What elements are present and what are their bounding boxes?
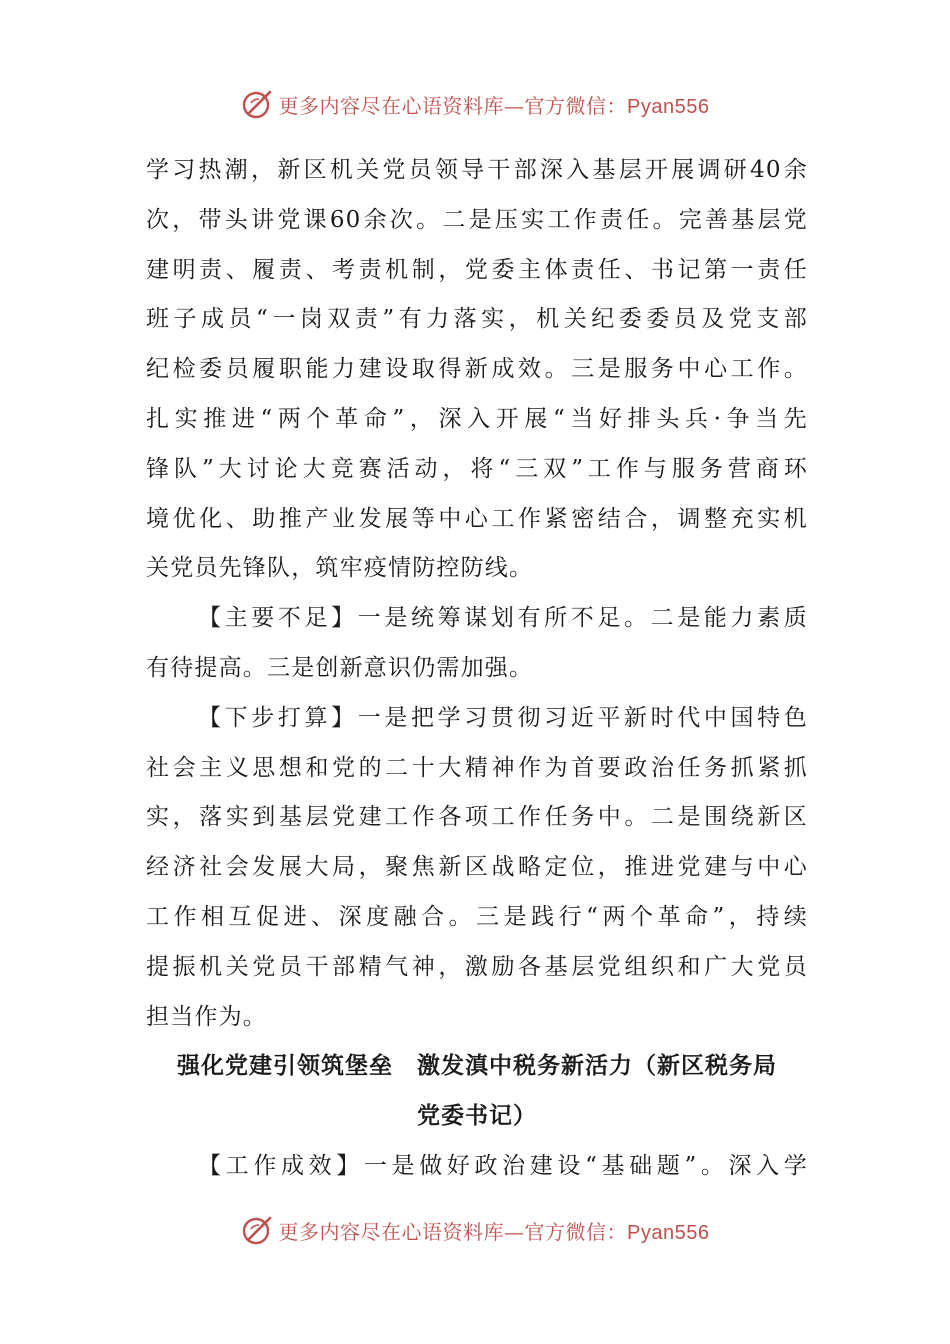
paragraph-main-shortcomings [146,594,808,694]
paragraph-work-results [146,146,808,594]
text-line: 经济社会发展大局，聚焦新区战略定位，推进党建与中心 [146,854,808,881]
paragraph-work-results-tax [146,1142,808,1192]
text-line: 班子成员“一岗双责”有力落实，机关纪委委员及党支部 [146,306,808,333]
quill-logo-icon [241,87,275,121]
heading-line: 强化党建引领筑堡垒 激发滇中税务新活力（新区税务局 [177,1053,777,1080]
header-watermark-text: 更多内容尽在心语资料库—官方微信：Pyan556 [278,93,710,118]
text-line: 纪检委员履职能力建设取得新成效。三是服务中心工作。 [146,356,808,383]
text-line: 次，带头讲党课60余次。二是压实工作责任。完善基层党 [146,206,808,233]
quill-logo-icon [241,1213,275,1247]
section-heading [146,1042,808,1142]
document-body [146,146,808,1192]
text-line: 担当作为。 [146,1003,267,1030]
text-line: 社会主义思想和党的二十大精神作为首要政治任务抓紧抓 [146,754,808,781]
text-line: 锋队”大讨论大竞赛活动，将“三双”工作与服务营商环 [146,455,808,482]
footer-watermark-text: 更多内容尽在心语资料库—官方微信：Pyan556 [278,1219,710,1244]
text-line: 工作相互促进、深度融合。三是践行“两个革命”，持续 [146,903,808,930]
text-line: 扎实推进“两个革命”，深入开展“当好排头兵·争当先 [146,405,808,432]
footer-watermark [0,1210,950,1250]
text-line: 【工作成效】一是做好政治建设“基础题”。深入学 [198,1152,808,1179]
text-line: 境优化、助推产业发展等中心工作紧密结合，调整充实机 [146,505,808,532]
text-line: 建明责、履责、考责机制，党委主体责任、书记第一责任 [146,256,808,283]
text-line: 提振机关党员干部精气神，激励各基层党组织和广大党员 [146,953,808,980]
text-line: 【下步打算】一是把学习贯彻习近平新时代中国特色 [198,704,808,731]
text-line: 有待提高。三是创新意识仍需加强。 [146,654,534,681]
paragraph-next-steps [146,694,808,1043]
text-line: 实，落实到基层党建工作各项工作任务中。二是围绕新区 [146,804,808,831]
text-line: 关党员先锋队，筑牢疫情防控防线。 [146,555,534,582]
heading-line: 党委书记） [417,1103,537,1130]
text-line: 【主要不足】一是统筹谋划有所不足。二是能力素质 [198,605,808,632]
header-watermark [0,84,950,124]
text-line: 学习热潮，新区机关党员领导干部深入基层开展调研40余 [146,157,808,183]
